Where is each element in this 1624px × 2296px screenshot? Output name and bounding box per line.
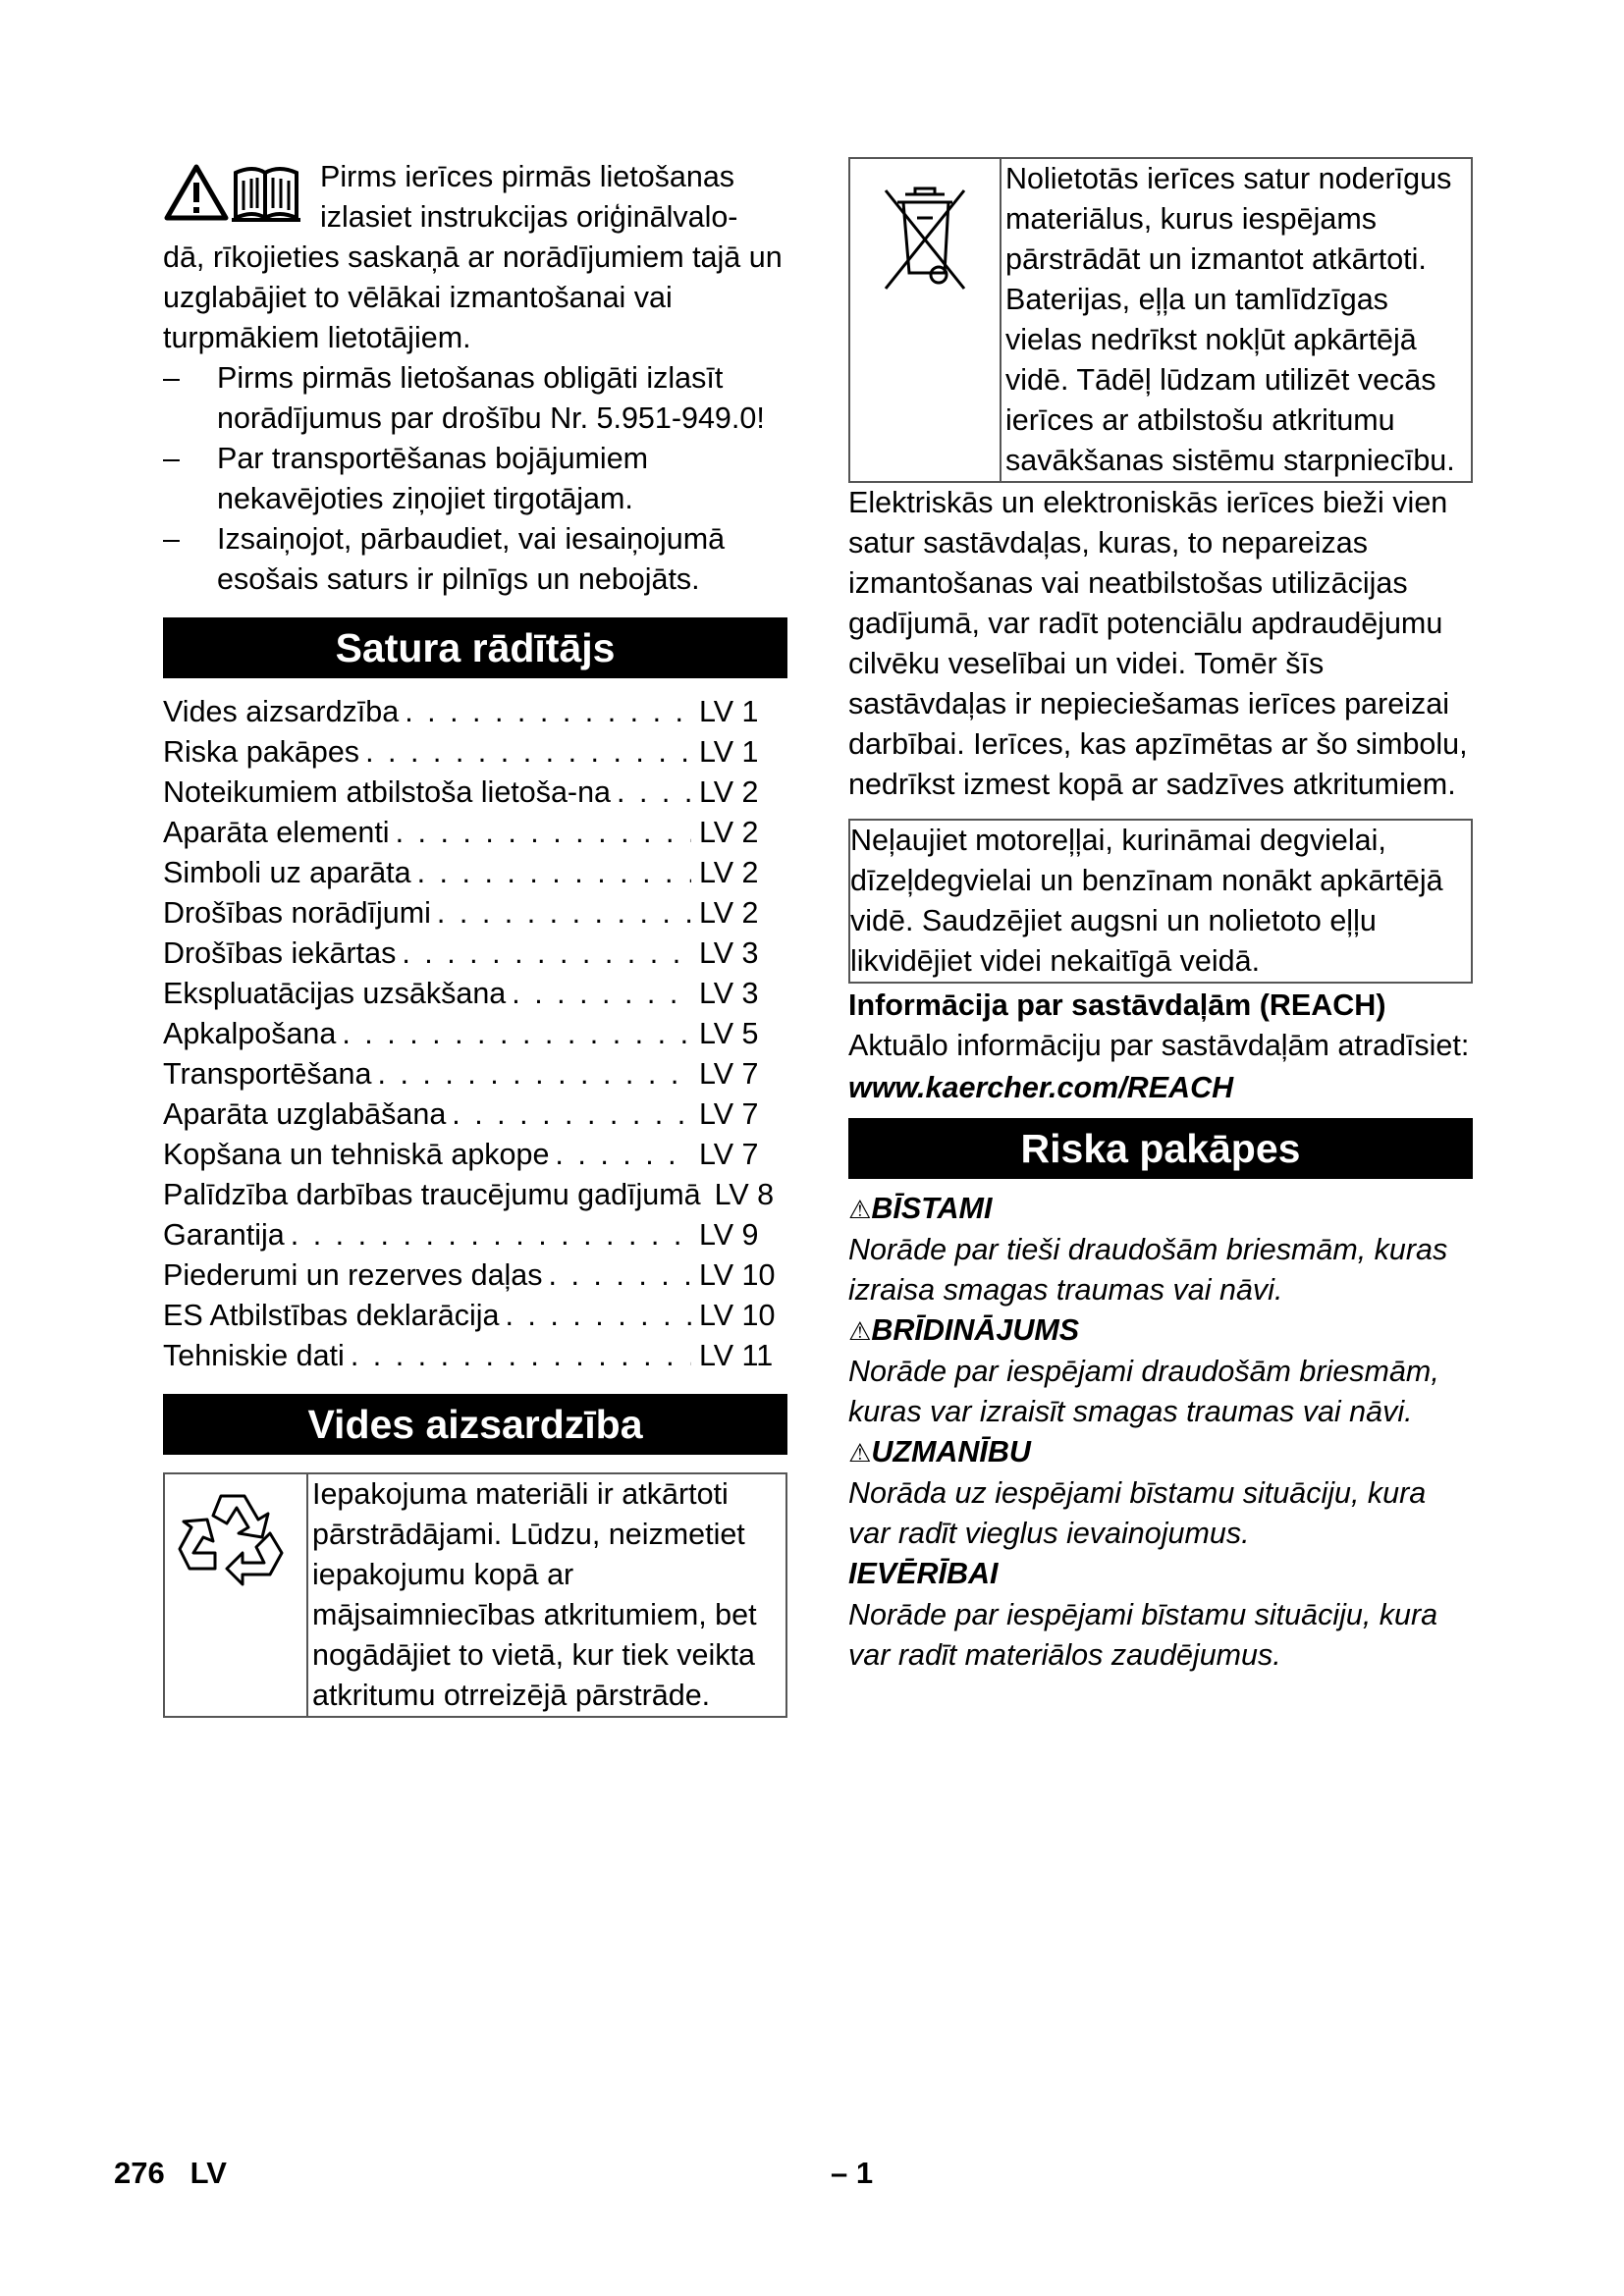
toc-entry-label: Apkalpošana (163, 1017, 337, 1050)
toc-entry-label: Drošības iekārtas (163, 936, 397, 970)
toc-entry-label: Riska pakāpes (163, 735, 360, 769)
left-column (163, 157, 787, 1718)
toc-entry-page: LV 3 (699, 936, 759, 970)
section-page-number: – 1 (831, 2156, 874, 2190)
toc-entry-label: ES Atbilstības deklarācija (163, 1299, 500, 1332)
warning-icon: ⚠ (848, 1316, 872, 1346)
recycle-box (163, 1472, 787, 1718)
intro-bullet: – Pirms pirmās lietošanas obligāti izlasīt norādījumus par drošību Nr. 5.951-949.0! (163, 361, 765, 435)
toc-entry-page: LV 1 (699, 695, 759, 728)
toc-leader-dots (611, 773, 691, 813)
weee-text: Nolietotās ierīces satur noderīgus materiālus, kurus iespējams pārstrādāt un izmantot atkārtoti. Baterijas, eļļa un tamlīdzīgas vielas nedrīkst nokļūt apkārtējā vidē. Tādēļ lūdzam utilizēt vecās ierīces ar atbilstošu atkritumu savākšanas sistēmu starpniecību. (1005, 162, 1455, 477)
toc-leader-dots (396, 934, 691, 974)
toc-entry-page: LV 1 (699, 735, 759, 769)
toc-entry-label: Vides aizsardzība (163, 695, 400, 728)
toc-leader-dots (446, 1095, 691, 1135)
toc-entry-page: LV 7 (699, 1138, 759, 1171)
toc-leader-dots (390, 813, 691, 853)
toc-entry-page: LV 3 (699, 977, 759, 1010)
warning-manual-icon (163, 161, 300, 222)
intro-text: dā, rīkojieties saskaņā ar norādījumiem tajā un uzglabājiet to vēlākai izmantošanai vai turpmākiem lietotājiem. (163, 240, 783, 354)
toc-entry-page: LV 9 (699, 1218, 759, 1252)
toc-entry[interactable] (163, 773, 787, 813)
risk-level-label: ⚠BĪSTAMI (848, 1192, 993, 1225)
toc-entry-page: LV 7 (699, 1057, 759, 1091)
toc-entry[interactable] (163, 853, 787, 893)
recycle-icon-cell (165, 1474, 308, 1716)
toc-entry-label: Piederumi un rezerves daļas (163, 1258, 543, 1292)
toc-entry[interactable] (163, 1336, 787, 1376)
risk-levels (848, 1189, 1473, 1676)
toc-entry-label: Drošības norādījumi (163, 896, 431, 930)
toc-leader-dots (411, 853, 691, 893)
intro-bullet: – Izsaiņojot, pārbaudiet, vai iesaiņojumā esošais saturs ir pilnīgs un nebojāts. (163, 522, 726, 596)
toc-entry-page: LV 2 (699, 896, 759, 930)
risk-level-label: IEVĒRĪBAI (848, 1557, 999, 1590)
toc-entry-page: LV 2 (699, 775, 759, 809)
risk-level-text: Norāde par iespējami bīstamu situāciju, kura var radīt materiālos zaudējumus. (848, 1598, 1438, 1672)
toc-leader-dots (506, 974, 691, 1014)
toc-entry[interactable] (163, 974, 787, 1014)
toc-entry[interactable] (163, 1095, 787, 1135)
risk-level-text: Norāde par iespējami draudošām briesmām, kuras var izraisīt smagas traumas vai nāvi. (848, 1355, 1439, 1428)
toc-entry-page: LV 5 (699, 1017, 759, 1050)
toc-entry-label: Aparāta uzglabāšana (163, 1097, 447, 1131)
toc-entry-label: Ekspluatācijas uzsākšana (163, 977, 507, 1010)
toc-entry[interactable] (163, 1175, 787, 1215)
intro-notice (163, 157, 787, 600)
intro-bullet: – Par transportēšanas bojājumiem nekavējoties ziņojiet tirgotājam. (163, 442, 649, 515)
toc-entry[interactable] (163, 1135, 787, 1175)
toc-leader-dots (336, 1014, 691, 1054)
toc-leader-dots (549, 1135, 691, 1175)
toc-entry-page: LV 7 (699, 1097, 759, 1131)
toc-entry[interactable] (163, 1296, 787, 1336)
recycle-text: Iepakojuma materiāli ir atkārtoti pārstrādājami. Lūdzu, neizmetiet iepakojumu kopā ar mājsaimniecības atkritumiem, bet nogādājiet to vietā, kur tiek veikta atkritumu otrreizējā pārstrāde. (312, 1477, 757, 1712)
risk-heading: Riska pakāpes (848, 1118, 1473, 1179)
toc-entry-page: LV 2 (699, 816, 759, 849)
intro-line-1: Pirms ierīces pirmās lietošanas (320, 160, 735, 193)
toc-entry-label: Transportēšana (163, 1057, 372, 1091)
toc-leader-dots (359, 732, 691, 773)
toc-leader-dots (285, 1215, 691, 1255)
toc-entry-label: Tehniskie dati (163, 1339, 345, 1372)
toc-heading: Satura rādītājs (163, 617, 787, 678)
toc-entry[interactable] (163, 813, 787, 853)
warning-icon: ⚠ (848, 1195, 872, 1224)
toc-entry[interactable] (163, 692, 787, 732)
weee-box (848, 157, 1473, 483)
toc-entry-label: Simboli uz aparāta (163, 856, 411, 889)
toc-entry-page: LV 11 (699, 1339, 774, 1372)
toc-entry[interactable] (163, 1014, 787, 1054)
toc-entry-label: Aparāta elementi (163, 816, 390, 849)
toc-entry-label: Palīdzība darbības traucējumu gadījumā (163, 1178, 701, 1211)
toc-entry[interactable] (163, 893, 787, 934)
toc-entry-page: LV 10 (699, 1258, 776, 1292)
right-column (848, 157, 1473, 1676)
toc-entry-label: Garantija (163, 1218, 285, 1252)
recycle-icon (172, 1482, 299, 1590)
toc-entry-page: LV 8 (714, 1178, 775, 1211)
toc-leader-dots (431, 893, 691, 934)
toc-entry[interactable] (163, 1255, 787, 1296)
risk-level-text: Norāde par tieši draudošām briesmām, kuras izraisa smagas traumas vai nāvi. (848, 1233, 1448, 1307)
toc-entry-page: LV 2 (699, 856, 759, 889)
warning-icon: ⚠ (848, 1438, 872, 1468)
reach-text: Aktuālo informāciju par sastāvdaļām atradīsiet: (848, 1029, 1470, 1062)
risk-level-text: Norāda uz iespējami bīstamu situāciju, kura var radīt vieglus ievainojumus. (848, 1476, 1427, 1550)
toc-entry[interactable] (163, 934, 787, 974)
weee-icon-cell (850, 159, 1001, 481)
toc-entry[interactable] (163, 1215, 787, 1255)
toc-leader-dots (345, 1336, 691, 1376)
toc-entry-page: LV 10 (699, 1299, 776, 1332)
crossed-bin-icon (876, 181, 974, 298)
toc-entry[interactable] (163, 1054, 787, 1095)
toc-leader-dots (499, 1296, 691, 1336)
page-number: 276 LV (114, 2156, 227, 2190)
risk-level-label: ⚠UZMANĪBU (848, 1435, 1031, 1468)
table-of-contents (163, 692, 787, 1376)
toc-entry-label: Noteikumiem atbilstoša lietoša-na (163, 775, 612, 809)
toc-leader-dots (399, 692, 691, 732)
reach-title: Informācija par sastāvdaļām (REACH) (848, 988, 1386, 1022)
electronics-text: Elektriskās un elektroniskās ierīces bieži vien satur sastāvdaļas, kuras, to nepareizas izmantošanas vai neatbilstošas utilizācijas gadījumā, var radīt potenciālu apdraudējumu cilvēku veselībai un videi. Tomēr šīs sastāvdaļas ir nepieciešamas ierīces pareizai darbībai. Ierīces, kas apzīmētas ar šo simbolu, nedrīkst izmest kopā ar sadzīves atkritumiem. (848, 486, 1468, 801)
reach-url[interactable]: www.kaercher.com/REACH (848, 1071, 1234, 1104)
oil-notice-box (848, 819, 1473, 984)
risk-level-label: ⚠BRĪDINĀJUMS (848, 1313, 1080, 1347)
intro-line-2: izlasiet instrukcijas oriģinālvalo- (320, 200, 738, 234)
toc-entry-label: Kopšana un tehniskā apkope (163, 1138, 550, 1171)
toc-leader-dots (372, 1054, 692, 1095)
oil-notice-text: Neļaujiet motoreļļai, kurināmai degvielai, dīzeļdegvielai un benzīnam nonākt apkārtējā vidē. Saudzējiet augsni un nolietoto eļļu likvidējiet videi nekaitīgā veidā. (850, 824, 1443, 978)
environment-heading: Vides aizsardzība (163, 1394, 787, 1455)
toc-entry[interactable] (163, 732, 787, 773)
toc-leader-dots (543, 1255, 691, 1296)
